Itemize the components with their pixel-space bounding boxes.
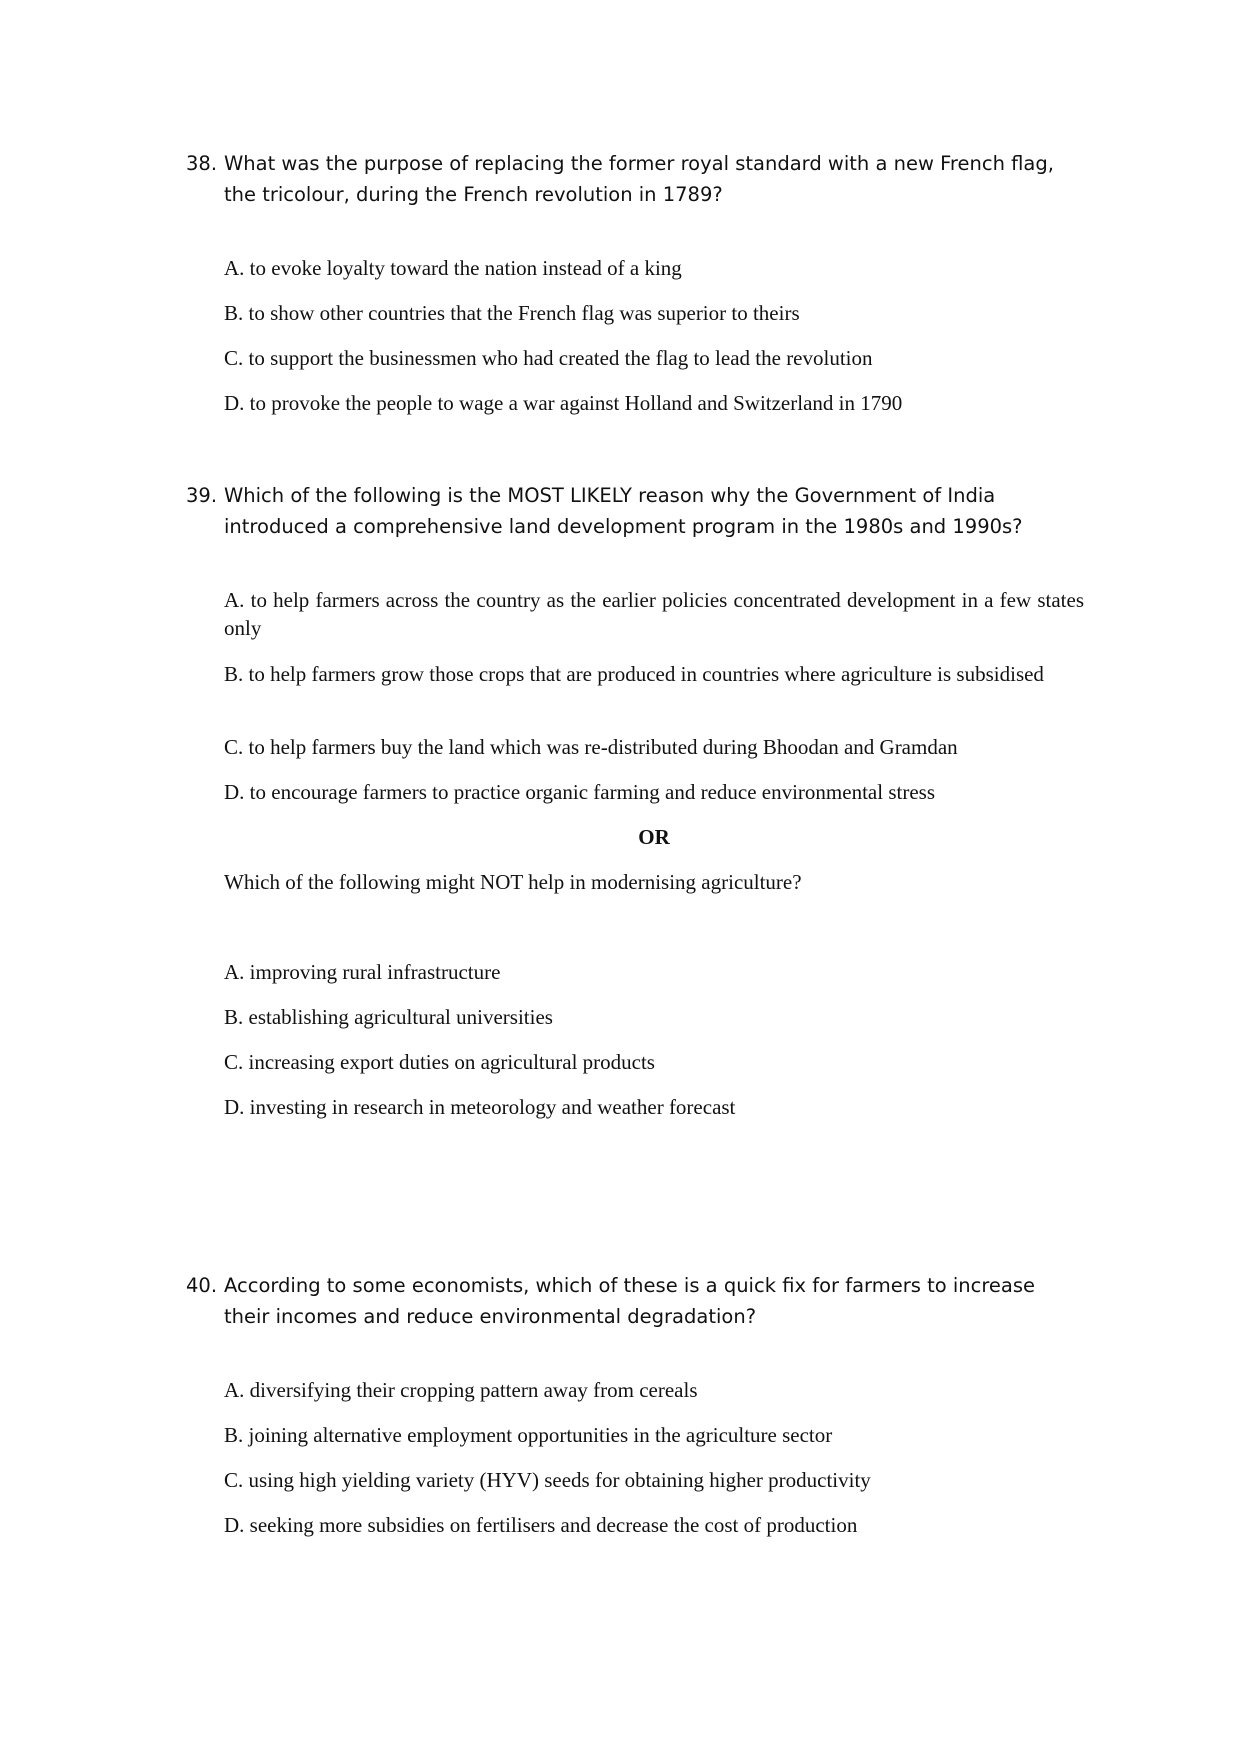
q39-option-b: B. to help farmers grow those crops that are produced in countries where agriculture is subsidised: [224, 662, 1044, 686]
question-text: Which of the following is the MOST LIKELY reason why the Government of India introduced a comprehensive land development program in the 1980s and 1990s?: [224, 484, 1023, 538]
q39-alternative-text: Which of the following might NOT help in modernising agriculture?: [224, 870, 802, 894]
q38-option-c: C. to support the businessmen who had created the flag to lead the revolution: [224, 346, 873, 370]
question-text: What was the purpose of replacing the former royal standard with a new French flag, the tricolour, during the French revolution in 1789?: [224, 152, 1054, 206]
q39-alt-option-b: B. establishing agricultural universities: [224, 1005, 553, 1029]
question-38: [186, 148, 1086, 210]
or-separator: OR: [638, 825, 670, 849]
q39-option-c: C. to help farmers buy the land which was re-distributed during Bhoodan and Gramdan: [224, 735, 958, 759]
question-number: 39.: [186, 484, 218, 507]
q40-option-c: C. using high yielding variety (HYV) seeds for obtaining higher productivity: [224, 1468, 871, 1492]
q39-alt-option-d: D. investing in research in meteorology and weather forecast: [224, 1095, 736, 1119]
q38-option-b: B. to show other countries that the French flag was superior to theirs: [224, 301, 800, 325]
q39-alt-option-a: A. improving rural infrastructure: [224, 960, 501, 984]
question-number: 38.: [186, 152, 218, 175]
q39-option-d: D. to encourage farmers to practice organic farming and reduce environmental stress: [224, 780, 935, 804]
question-text: According to some economists, which of these is a quick fix for farmers to increase their incomes and reduce environmental degradation?: [224, 1274, 1036, 1328]
q40-option-a: A. diversifying their cropping pattern away from cereals: [224, 1378, 698, 1402]
question-number: 40.: [186, 1274, 218, 1297]
q39-alt-option-c: C. increasing export duties on agricultural products: [224, 1050, 655, 1074]
question-40: [186, 1270, 1086, 1332]
q39-option-a: A. to help farmers across the country as the earlier policies concentrated development in a few states only: [224, 588, 1084, 640]
q38-option-a: A. to evoke loyalty toward the nation instead of a king: [224, 256, 682, 280]
question-39: [186, 480, 1086, 542]
q40-option-d: D. seeking more subsidies on fertilisers and decrease the cost of production: [224, 1513, 858, 1537]
q38-option-d: D. to provoke the people to wage a war against Holland and Switzerland in 1790: [224, 391, 903, 415]
q40-option-b: B. joining alternative employment opportunities in the agriculture sector: [224, 1423, 833, 1447]
